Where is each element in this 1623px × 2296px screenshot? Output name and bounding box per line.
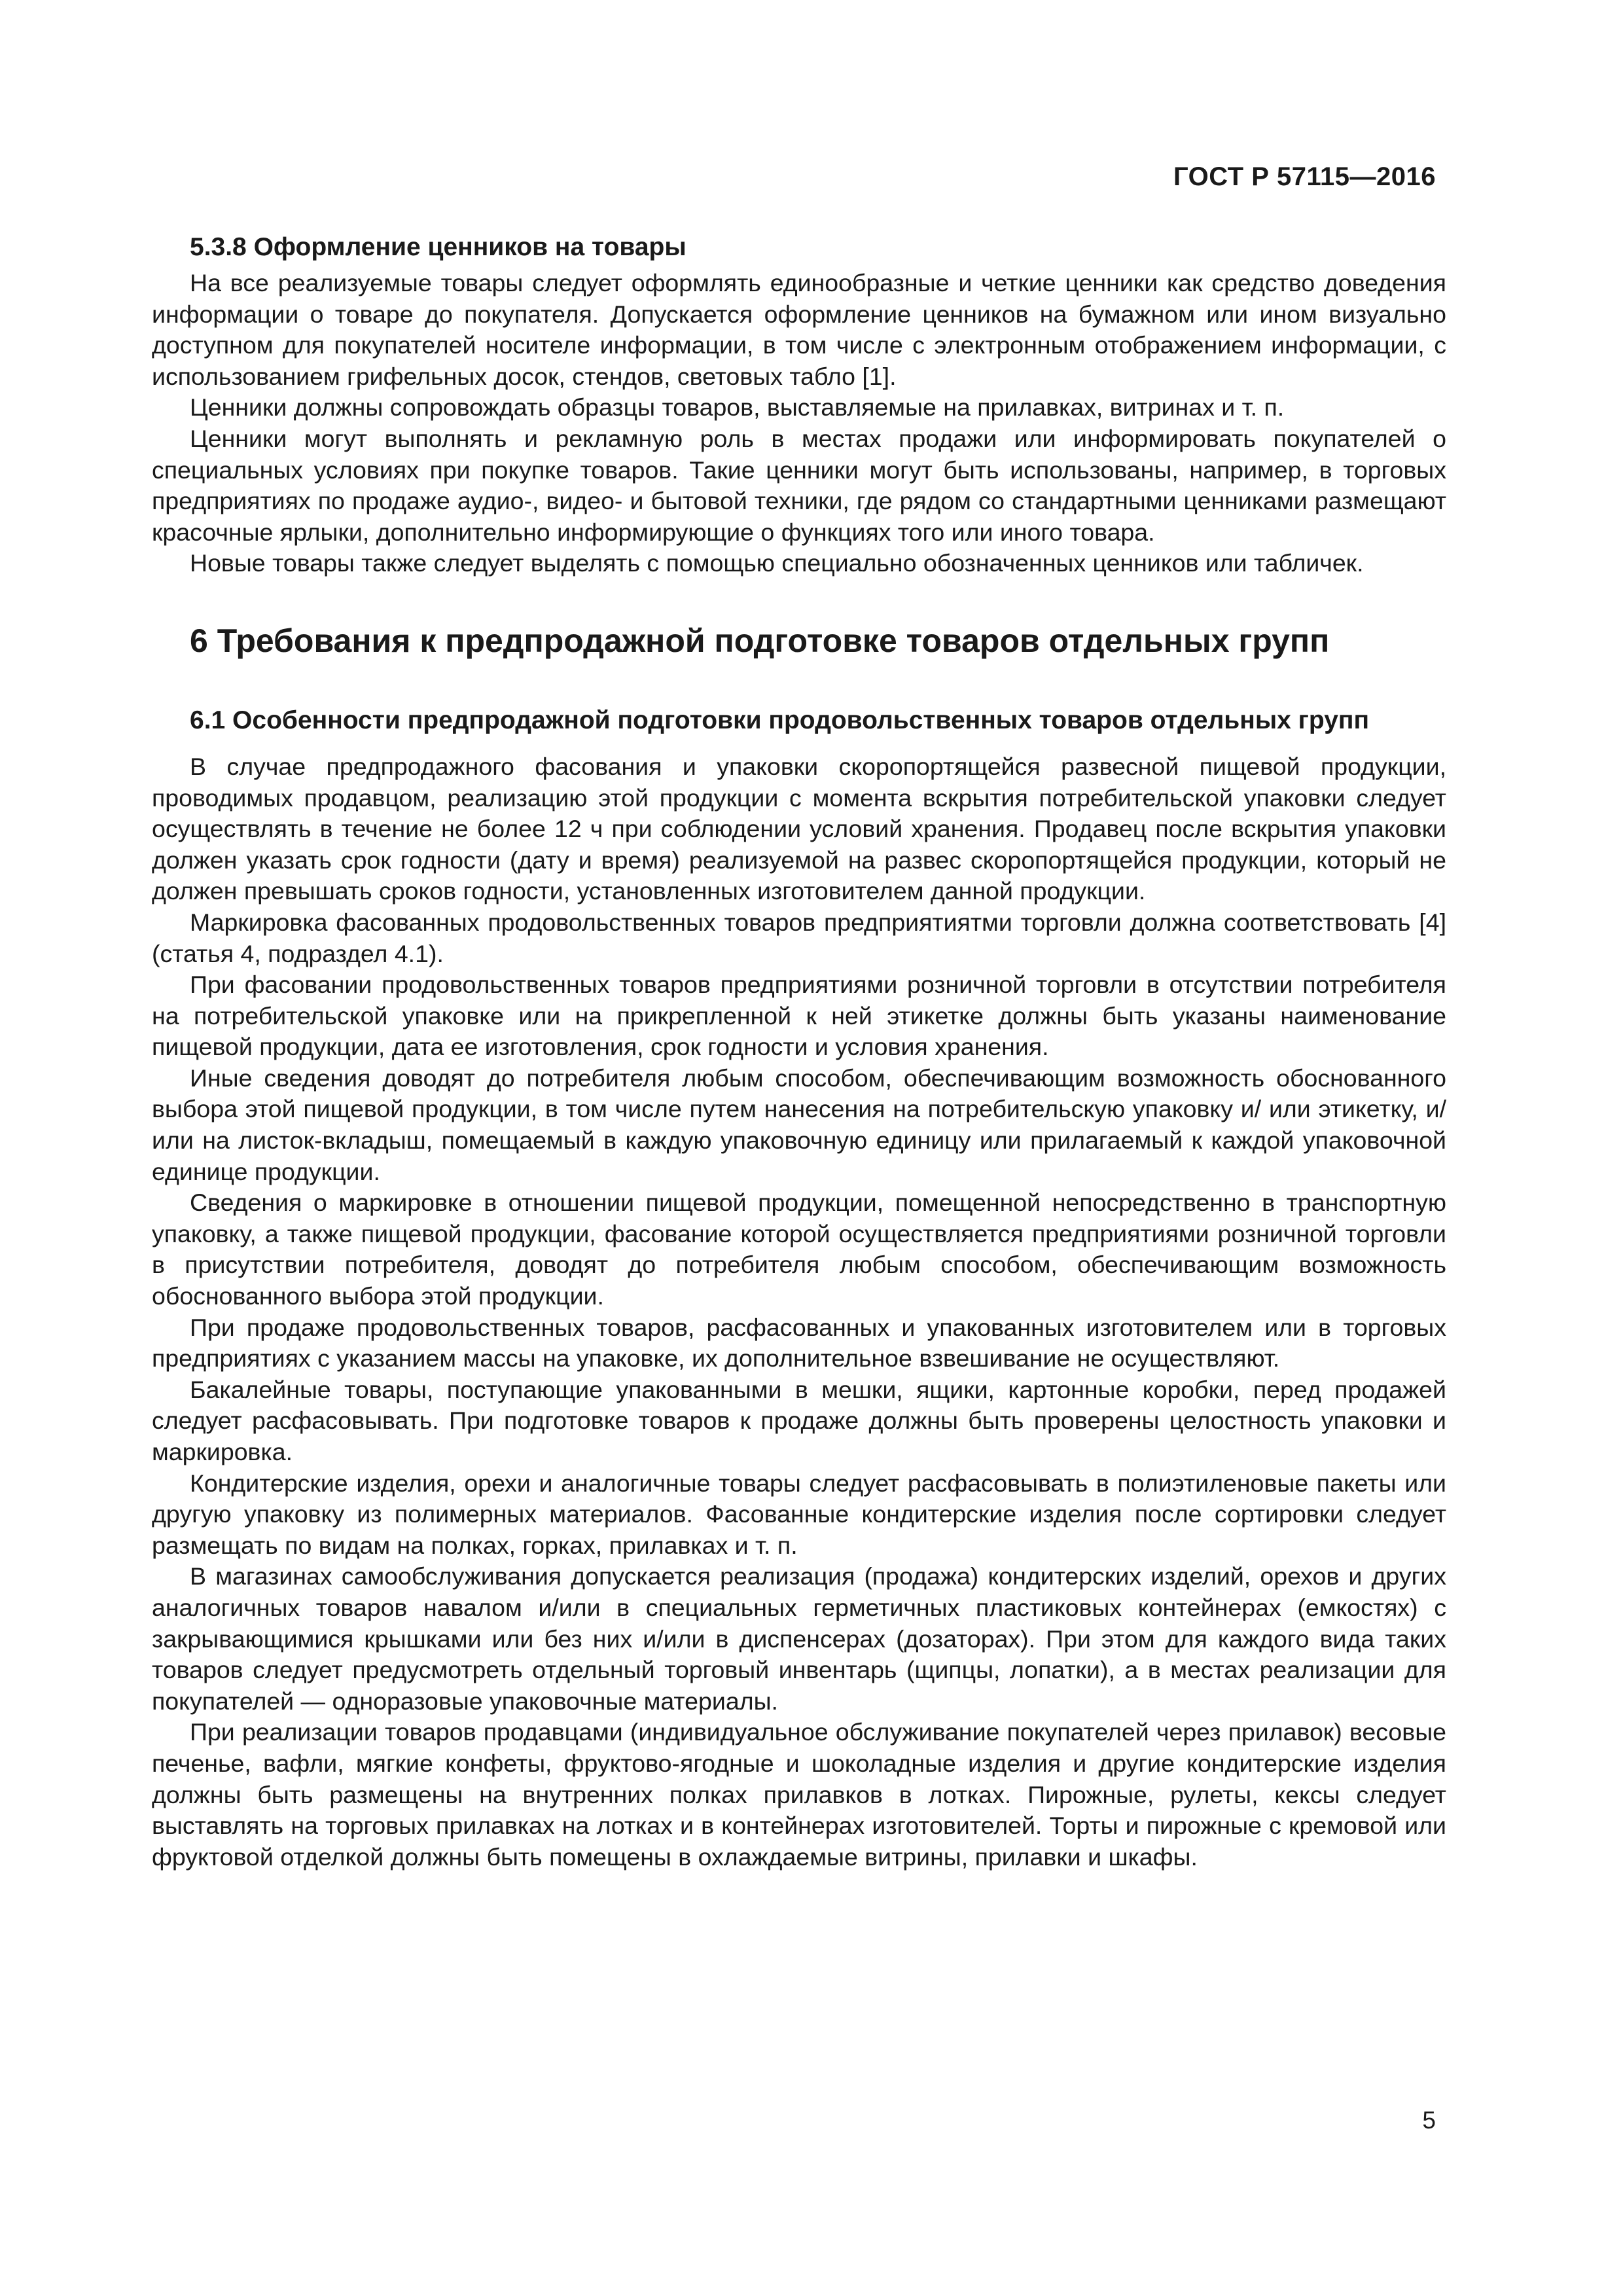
paragraph: Бакалейные товары, поступающие упакованными в мешки, ящики, картонные коробки, перед продажей следует расфасовывать. При подготовке товаров к продаже должны быть проверены целостность упаковки и маркировка.	[152, 1375, 1446, 1465]
section-5-3-8-heading: 5.3.8 Оформление ценников на товары	[190, 233, 687, 261]
paragraph: При реализации товаров продавцами (индивидуальное обслуживание покупателей через прилавок) весовые печенье, вафли, мягкие конфеты, фруктово-ягодные и шоколадные изделия и другие кондитерские изделия должны быть размещены на внутренних полках прилавков в лотках. Пирожные, рулеты, кексы следует выставлять на торговых прилавках на лотках и в контейнерах изготовителей. Торты и пирожные с кремовой или фруктовой отделкой должны быть помещены в охлаждаемые витрины, прилавки и шкафы.	[152, 1718, 1446, 1871]
paragraph: Кондитерские изделия, орехи и аналогичные товары следует расфасовывать в полиэтиленовые пакеты или другую упаковку из полимерных материалов. Фасованные кондитерские изделия после сортировки следует размещать по видам на полках, горках, прилавках и т. п.	[152, 1469, 1446, 1559]
paragraph: В случае предпродажного фасования и упаковки скоропортящейся развесной пищевой продукции, проводимых продавцом, реализацию этой продукции с момента вскрытия потребительской упаковки следует осуществлять в течение не более 12 ч при соблюдении условий хранения. Продавец после вскрытия упаковки должен указать срок годности (дату и время) реализуемой на развес скоропортящейся продукции, который не должен превышать сроков годности, установленных изготовителем данной продукции.	[152, 752, 1446, 905]
page-content	[152, 232, 1446, 1873]
document-code: ГОСТ Р 57115—2016	[1173, 162, 1436, 191]
paragraph: При продаже продовольственных товаров, расфасованных и упакованных изготовителем или в торговых предприятиях с указанием массы на упаковке, их дополнительное взвешивание не осуществляют.	[152, 1313, 1446, 1372]
paragraph: При фасовании продовольственных товаров предприятиями розничной торговли в отсутствии потребителя на потребительской упаковке или на прикрепленной к ней этикетке должны быть указаны наименование пищевой продукции, дата ее изготовления, срок годности и условия хранения.	[152, 971, 1446, 1061]
paragraph: Ценники должны сопровождать образцы товаров, выставляемые на прилавках, витринах и т. п.	[190, 393, 1285, 422]
paragraph: Маркировка фасованных продовольственных товаров предприятиятми торговли должна соответствовать [4] (статья 4, подраздел 4.1).	[152, 908, 1446, 967]
page-number: 5	[1422, 2107, 1436, 2134]
paragraph: Сведения о маркировке в отношении пищевой продукции, помещенной непосредственно в транспортную упаковку, а также пищевой продукции, фасование которой осуществляется предприятиями розничной торговли в присутствии потребителя, доводят до потребителя любым способом, обеспечивающим возможность обоснованного выбора этой продукции.	[152, 1189, 1446, 1310]
paragraph: Иные сведения доводят до потребителя любым способом, обеспечивающим возможность обоснованного выбора этой пищевой продукции, в том числе путем нанесения на потребительскую упаковку и/ или этикетку, и/или на листок-вкладыш, помещаемый в каждую упаковочную единицу или прилагаемый к каждой упаковочной единице продукции.	[152, 1064, 1446, 1185]
paragraph: На все реализуемые товары следует оформлять единообразные и четкие ценники как средство доведения информации о товаре до покупателя. Допускается оформление ценников на бумажном или ином визуально доступном для покупателей носителе информации, в том числе с электронным отображением информации, с использованием грифельных досок, стендов, световых табло [1].	[152, 269, 1446, 390]
paragraph: Новые товары также следует выделять с помощью специально обозначенных ценников или табличек.	[190, 549, 1364, 577]
paragraph: В магазинах самообслуживания допускается реализация (продажа) кондитерских изделий, орехов и других аналогичных товаров навалом и/или в специальных герметичных пластиковых контейнерах (емкостях) с закрывающимися крышками или без них и/или в диспенсерах (дозаторах). При этом для каждого вида таких товаров следует предусмотреть отдельный торговый инвентарь (щипцы, лопатки), а в местах реализации для покупателей — одноразовые упаковочные материалы.	[152, 1562, 1446, 1715]
section-6-heading: 6 Требования к предпродажной подготовке товаров отдельных групп	[190, 622, 1330, 659]
section-6-1-heading: 6.1 Особенности предпродажной подготовки продовольственных товаров отдельных групп	[190, 706, 1370, 734]
paragraph: Ценники могут выполнять и рекламную роль в местах продажи или информировать покупателей о специальных условиях при покупке товаров. Такие ценники могут быть использованы, например, в торговых предприятиях по продаже аудио-, видео- и бытовой техники, где рядом со стандартными ценниками размещают красочные ярлыки, дополнительно информирующие о функциях того или иного товара.	[152, 424, 1446, 546]
